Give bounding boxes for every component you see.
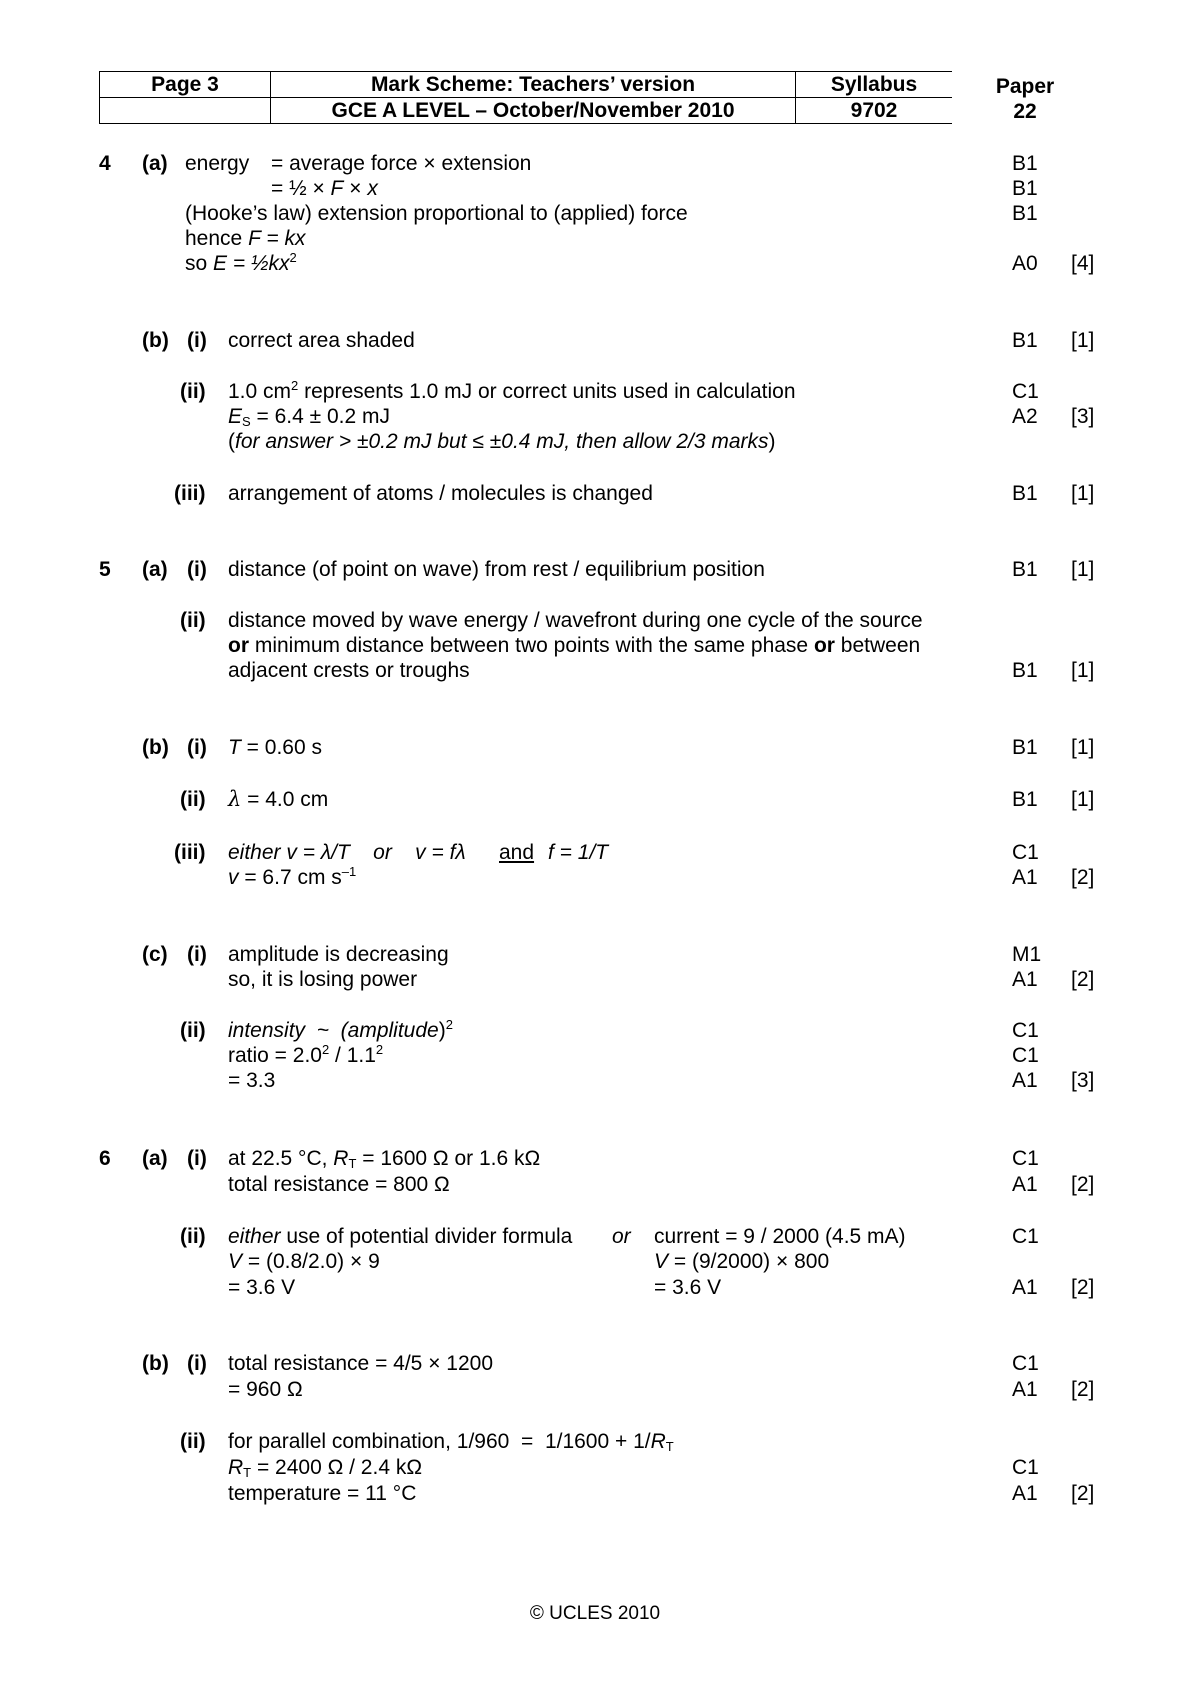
header-table <box>99 71 952 124</box>
mark-total: [2] <box>1071 968 1095 991</box>
answer-text: = average force × extension <box>271 152 532 175</box>
answer-text: $E_S = 6.4 \pm 0.2$ mJ <box>228 405 391 429</box>
mark-code: B1 <box>1012 558 1038 581</box>
answer-text: so $E = \frac{1}{2}kx^2$ <box>185 250 297 275</box>
subpart-label: (i) <box>187 329 207 352</box>
mark-code: A1 <box>1012 1069 1038 1092</box>
answer-text: hence F = kx <box>185 227 306 250</box>
mark-code: A2 <box>1012 405 1038 428</box>
part-label: (a) <box>142 558 168 581</box>
header-title: Mark Scheme: Teachers’ version <box>271 72 796 98</box>
part-label: (b) <box>142 1352 169 1375</box>
answer-text: (Hooke’s law) extension proportional to (applied) force <box>185 202 688 225</box>
subpart-label: (ii) <box>180 1225 206 1248</box>
part-label: (b) <box>142 736 169 759</box>
answer-text: current = 9 / 2000 (4.5 mA) <box>654 1225 906 1248</box>
header-paper-number: 22 <box>1013 100 1037 123</box>
answer-text: = 3.6 V <box>654 1276 722 1299</box>
mark-code: C1 <box>1012 841 1039 864</box>
answer-text: correct area shaded <box>228 329 415 352</box>
mark-code: C1 <box>1012 1044 1039 1067</box>
answer-text: 1.0 $cm^2$ represents 1.0 mJ or correct units used in calculation <box>228 378 796 403</box>
mark-total: [4] <box>1071 252 1095 275</box>
header-empty-cell <box>100 98 271 124</box>
answer-text: = ½ × F × x <box>271 177 378 200</box>
answer-text: λ = 4.0 cm <box>228 787 329 811</box>
answer-text: $R_T = 2400$ Ω / 2.4 kΩ <box>228 1456 423 1480</box>
subpart-label: (iii) <box>174 482 206 505</box>
subpart-label: (i) <box>187 736 207 759</box>
answer-text: either v = λ/T or v = fλ <box>228 841 466 864</box>
answer-text: = 3.6 V <box>228 1276 296 1299</box>
subpart-label: (ii) <box>180 380 206 403</box>
part-label: (a) <box>142 1147 168 1170</box>
answer-text: f = 1/T <box>548 841 609 864</box>
mark-code: A1 <box>1012 1173 1038 1196</box>
answer-text: energy <box>185 152 250 175</box>
mark-code: C1 <box>1012 1225 1039 1248</box>
mark-total: [2] <box>1071 1482 1095 1505</box>
answer-text: = 960 Ω <box>228 1378 303 1401</box>
answer-text: or <box>612 1225 631 1248</box>
mark-code: B1 <box>1012 736 1038 759</box>
answer-text: adjacent crests or troughs <box>228 659 470 682</box>
mark-code: C1 <box>1012 1147 1039 1170</box>
answer-text: total resistance = 800 Ω <box>228 1173 450 1196</box>
mark-code: B1 <box>1012 482 1038 505</box>
answer-text: or minimum distance between two points with the same phase or between <box>228 634 921 657</box>
header-syllabus-code: 9702 <box>796 98 953 124</box>
mark-code: C1 <box>1012 1019 1039 1042</box>
answer-text: V = (9/2000) × 800 <box>654 1250 830 1273</box>
mark-code: A1 <box>1012 968 1038 991</box>
header-exam: GCE A LEVEL – October/November 2010 <box>271 98 796 124</box>
mark-total: [2] <box>1071 1173 1095 1196</box>
mark-code: C1 <box>1012 380 1039 403</box>
subpart-label: (i) <box>187 943 207 966</box>
subpart-label: (i) <box>187 1352 207 1375</box>
mark-code: C1 <box>1012 1456 1039 1479</box>
answer-text: either use of potential divider formula <box>228 1225 573 1248</box>
subpart-label: (iii) <box>174 841 206 864</box>
answer-text: intensity ~ (amplitude)$^2$ <box>228 1017 453 1042</box>
mark-total: [3] <box>1071 405 1095 428</box>
mark-total: [1] <box>1071 482 1095 505</box>
question-number: 5 <box>99 558 111 581</box>
answer-text: ratio = $2.0^2 / 1.1^2$ <box>228 1042 384 1067</box>
mark-total: [2] <box>1071 866 1095 889</box>
answer-text: and <box>499 841 535 864</box>
answer-text: arrangement of atoms / molecules is changed <box>228 482 653 505</box>
answer-text: V = (0.8/2.0) × 9 <box>228 1250 380 1273</box>
mark-total: [2] <box>1071 1378 1095 1401</box>
part-label: (b) <box>142 329 169 352</box>
mark-total: [1] <box>1071 659 1095 682</box>
answer-note: (for answer > ±0.2 mJ but ≤ ±0.4 mJ, then allow 2/3 marks) <box>228 430 776 453</box>
subpart-label: (ii) <box>180 788 206 811</box>
mark-total: [1] <box>1071 788 1095 811</box>
question-number: 4 <box>99 152 111 175</box>
answer-text: distance (of point on wave) from rest / equilibrium position <box>228 558 765 581</box>
footer-copyright: © UCLES 2010 <box>529 1603 661 1624</box>
answer-text: distance moved by wave energy / wavefront during one cycle of the source <box>228 609 923 632</box>
answer-text: total resistance = 4/5 × 1200 <box>228 1352 494 1375</box>
mark-code: B1 <box>1012 659 1038 682</box>
answer-text: v = 6.7 cm $s^{-1}$ <box>228 864 357 889</box>
mark-total: [2] <box>1071 1276 1095 1299</box>
mark-code: B1 <box>1012 177 1038 200</box>
question-number: 6 <box>99 1147 111 1170</box>
subpart-label: (i) <box>187 1147 207 1170</box>
mark-code: A1 <box>1012 866 1038 889</box>
mark-total: [1] <box>1071 736 1095 759</box>
mark-code: A1 <box>1012 1276 1038 1299</box>
answer-text: for parallel combination, $1/960 = 1/1600 + 1/R_T$ <box>228 1430 674 1454</box>
subpart-label: (ii) <box>180 609 206 632</box>
mark-code: B1 <box>1012 152 1038 175</box>
header-page: Page 3 <box>100 72 271 98</box>
answer-text: amplitude is decreasing <box>228 943 449 966</box>
answer-text: at 22.5 °C, $R_T = 1600$ Ω or 1.6 kΩ <box>228 1147 541 1171</box>
subpart-label: (ii) <box>180 1019 206 1042</box>
subpart-label: (ii) <box>180 1430 206 1453</box>
mark-code: A1 <box>1012 1482 1038 1505</box>
mark-code: M1 <box>1012 943 1042 966</box>
part-label: (a) <box>142 152 168 175</box>
mark-total: [1] <box>1071 558 1095 581</box>
mark-code: B1 <box>1012 329 1038 352</box>
header-paper-label: Paper <box>995 75 1055 98</box>
part-label: (c) <box>142 943 168 966</box>
mark-code: A1 <box>1012 1378 1038 1401</box>
mark-code: B1 <box>1012 202 1038 225</box>
answer-text: T = 0.60 s <box>228 736 322 759</box>
answer-text: temperature = 11 °C <box>228 1482 417 1505</box>
mark-code: A0 <box>1012 252 1038 275</box>
subpart-label: (i) <box>187 558 207 581</box>
mark-total: [3] <box>1071 1069 1095 1092</box>
header-syllabus-label: Syllabus <box>796 72 953 98</box>
mark-code: B1 <box>1012 788 1038 811</box>
answer-text: so, it is losing power <box>228 968 418 991</box>
answer-text: = 3.3 <box>228 1069 276 1092</box>
mark-total: [1] <box>1071 329 1095 352</box>
mark-code: C1 <box>1012 1352 1039 1375</box>
